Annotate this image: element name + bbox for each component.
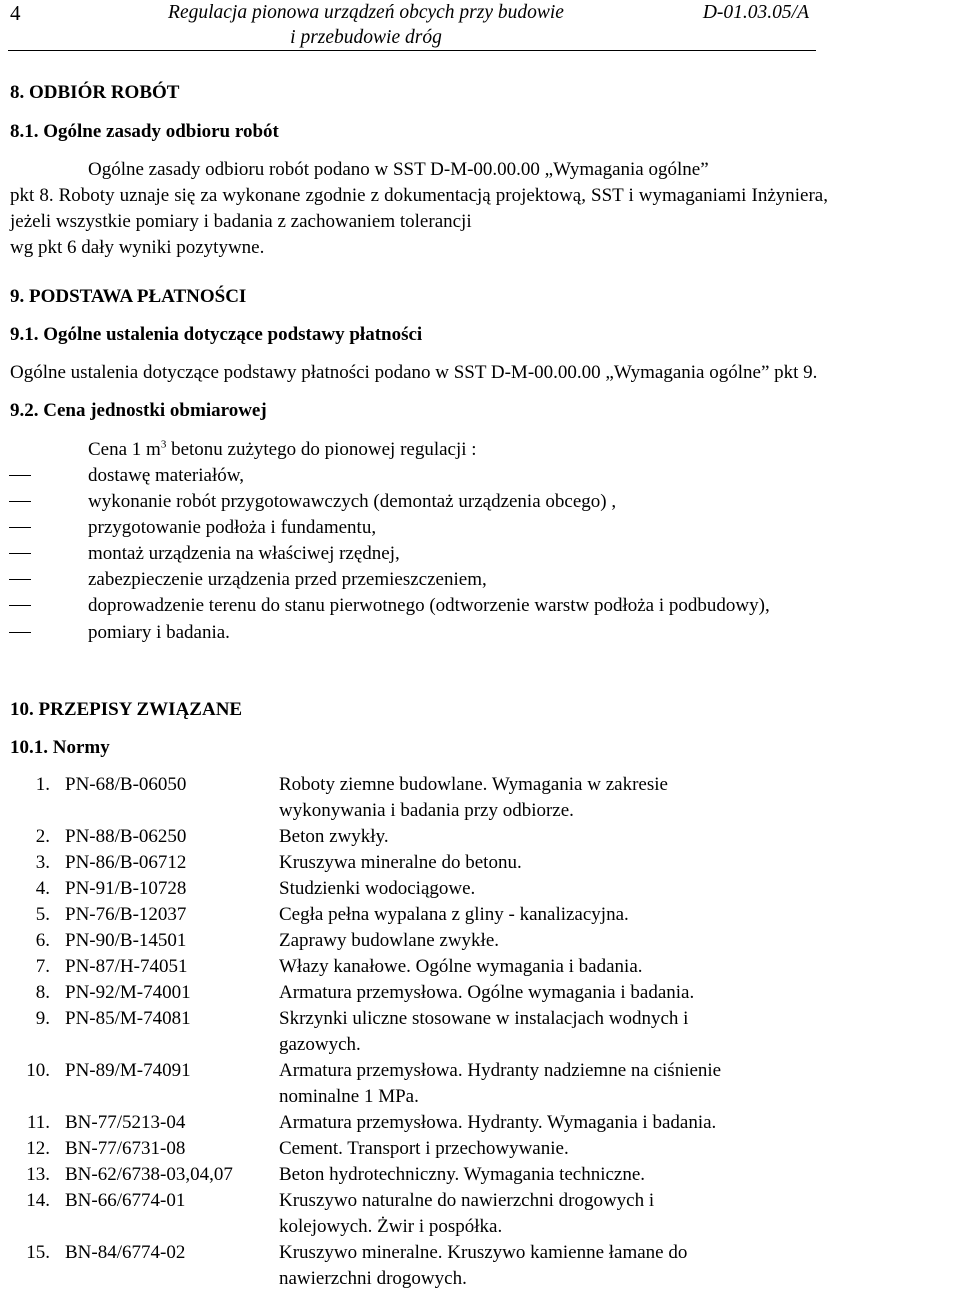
dash-bullet: [9, 632, 31, 633]
price-intro: [88, 437, 477, 463]
norm-code: PN-89/M-74091: [65, 1060, 191, 1081]
norm-description: Beton hydrotechniczny. Wymagania techniczne.: [279, 1164, 646, 1185]
price-intro-b: betonu zużytego do pionowej regulacji :: [166, 439, 477, 460]
section-9-1-heading: 9.1. Ogólne ustalenia dotyczące podstawy płatności: [10, 324, 423, 345]
header-title: [136, 0, 596, 50]
norm-description: Beton zwykły.: [279, 826, 389, 847]
norm-row: [0, 876, 960, 902]
dash-bullet: [9, 605, 31, 606]
list-item: [0, 463, 960, 489]
norm-description: Cement. Transport i przechowywanie.: [279, 1138, 569, 1159]
norm-row: [0, 1058, 960, 1110]
norm-description: Roboty ziemne budowlane. Wymagania w zakresie wykonywania i badania przy odbiorze.: [279, 774, 668, 821]
norm-code: PN-87/H-74051: [65, 956, 188, 977]
section-9-heading: 9. PODSTAWA PŁATNOŚCI: [10, 286, 247, 307]
section-8-1-line4: wg pkt 6 dały wyniki pozytywne.: [10, 237, 265, 258]
norm-code: PN-68/B-06050: [65, 774, 187, 795]
norm-code: BN-62/6738-03,04,07: [65, 1164, 233, 1185]
header-title-line2: i przebudowie dróg: [290, 27, 442, 48]
price-intro-a: Cena 1 m: [88, 439, 161, 460]
norm-number: 2.: [35, 826, 50, 847]
list-item-text: montaż urządzenia na właściwej rzędnej,: [88, 543, 400, 565]
list-item-text: doprowadzenie terenu do stanu pierwotnego (odtworzenie warstw podłoża i podbudowy),: [88, 595, 770, 617]
norm-code: PN-85/M-74081: [65, 1008, 191, 1029]
norm-code: BN-84/6774-02: [65, 1242, 186, 1263]
norm-number: 3.: [35, 852, 50, 873]
norms-list: [0, 772, 960, 1292]
header-title-line1: Regulacja pionowa urządzeń obcych przy budowie: [168, 2, 564, 23]
norm-code: PN-88/B-06250: [65, 826, 187, 847]
norm-code: PN-92/M-74001: [65, 982, 191, 1003]
norm-number: 12.: [26, 1138, 50, 1159]
norm-code: PN-90/B-14501: [65, 930, 187, 951]
document-code: D-01.03.05/A: [702, 2, 809, 23]
norm-description: Armatura przemysłowa. Ogólne wymagania i badania.: [279, 982, 695, 1003]
norm-number: 1.: [35, 774, 50, 795]
section-9-2-heading: 9.2. Cena jednostki obmiarowej: [10, 400, 267, 421]
norm-row: [0, 1006, 960, 1058]
norm-row: [0, 902, 960, 928]
price-components-list: [0, 463, 960, 646]
page-number: 4: [10, 1, 21, 25]
list-item-text: przygotowanie podłoża i fundamentu,: [88, 517, 377, 539]
dash-bullet: [9, 527, 31, 528]
norm-description: Skrzynki uliczne stosowane w instalacjach wodnych i gazowych.: [279, 1008, 689, 1055]
norm-description: Kruszywo naturalne do nawierzchni drogowych i kolejowych. Żwir i pospółka.: [279, 1190, 655, 1237]
list-item: [0, 489, 960, 515]
header-divider: [8, 50, 816, 51]
norm-row: [0, 824, 960, 850]
section-8-1-heading: 8.1. Ogólne zasady odbioru robót: [10, 121, 279, 142]
list-item-text: pomiary i badania.: [88, 621, 230, 643]
norm-row: [0, 1136, 960, 1162]
norm-description: Armatura przemysłowa. Hydranty. Wymagania i badania.: [279, 1112, 717, 1133]
norm-row: [0, 928, 960, 954]
norm-description: Studzienki wodociągowe.: [279, 878, 476, 899]
norm-number: 13.: [26, 1164, 50, 1185]
list-item: [0, 593, 960, 619]
norm-description: Kruszywo mineralne. Kruszywo kamienne łamane do nawierzchni drogowych.: [279, 1242, 688, 1289]
section-10-heading: 10. PRZEPISY ZWIĄZANE: [10, 699, 243, 720]
norm-code: BN-77/5213-04: [65, 1112, 186, 1133]
norm-row: [0, 772, 960, 824]
section-10-1-heading: 10.1. Normy: [10, 737, 110, 758]
norm-number: 11.: [26, 1112, 50, 1133]
section-8-1-line1: Ogólne zasady odbioru robót podano w SST D-M-00.00.00 „Wymagania ogólne”: [88, 159, 709, 180]
norm-number: 5.: [35, 904, 50, 925]
norm-code: BN-66/6774-01: [65, 1190, 186, 1211]
norm-number: 9.: [35, 1008, 50, 1029]
list-item: [0, 515, 960, 541]
norm-row: [0, 1240, 960, 1292]
norm-row: [0, 980, 960, 1006]
norm-row: [0, 1110, 960, 1136]
list-item-text: zabezpieczenie urządzenia przed przemieszczeniem,: [88, 569, 487, 591]
norm-number: 7.: [35, 956, 50, 977]
dash-bullet: [9, 475, 31, 476]
norm-code: PN-86/B-06712: [65, 852, 187, 873]
norm-description: Zaprawy budowlane zwykłe.: [279, 930, 500, 951]
norm-code: PN-76/B-12037: [65, 904, 187, 925]
list-item: [0, 620, 960, 646]
norm-number: 14.: [26, 1190, 50, 1211]
list-item-text: wykonanie robót przygotowawczych (demontaż urządzenia obcego) ,: [88, 491, 617, 513]
norm-row: [0, 850, 960, 876]
norm-description: Armatura przemysłowa. Hydranty nadziemne na ciśnienie nominalne 1 MPa.: [279, 1060, 722, 1107]
norm-code: PN-91/B-10728: [65, 878, 187, 899]
dash-bullet: [9, 553, 31, 554]
section-8-heading: 8. ODBIÓR ROBÓT: [10, 82, 180, 103]
norm-description: Włazy kanałowe. Ogólne wymagania i badania.: [279, 956, 643, 977]
norm-number: 8.: [35, 982, 50, 1003]
norm-row: [0, 954, 960, 980]
list-item: [0, 541, 960, 567]
norm-number: 10.: [26, 1060, 50, 1081]
norm-number: 4.: [35, 878, 50, 899]
section-8-1-line2: pkt 8. Roboty uznaje się za wykonane zgodnie z dokumentacją projektową, SST i wymaganiami Inżyniera,: [10, 185, 828, 206]
price-intro-superscript: 3: [160, 438, 167, 451]
norm-description: Kruszywa mineralne do betonu.: [279, 852, 522, 873]
norm-description: Cegła pełna wypalana z gliny - kanalizacyjna.: [279, 904, 629, 925]
norm-code: BN-77/6731-08: [65, 1138, 186, 1159]
page-header: [0, 0, 960, 54]
norm-row: [0, 1188, 960, 1240]
section-8-1-line3: jeżeli wszystkie pomiary i badania z zachowaniem tolerancji: [10, 211, 472, 232]
norm-row: [0, 1162, 960, 1188]
list-item-text: dostawę materiałów,: [88, 465, 244, 486]
dash-bullet: [9, 501, 31, 502]
norm-number: 6.: [35, 930, 50, 951]
section-9-1-text: Ogólne ustalenia dotyczące podstawy płatności podano w SST D-M-00.00.00 „Wymagania ogólne” pkt 9.: [10, 362, 818, 383]
list-item: [0, 567, 960, 593]
dash-bullet: [9, 579, 31, 580]
norm-number: 15.: [26, 1242, 50, 1263]
